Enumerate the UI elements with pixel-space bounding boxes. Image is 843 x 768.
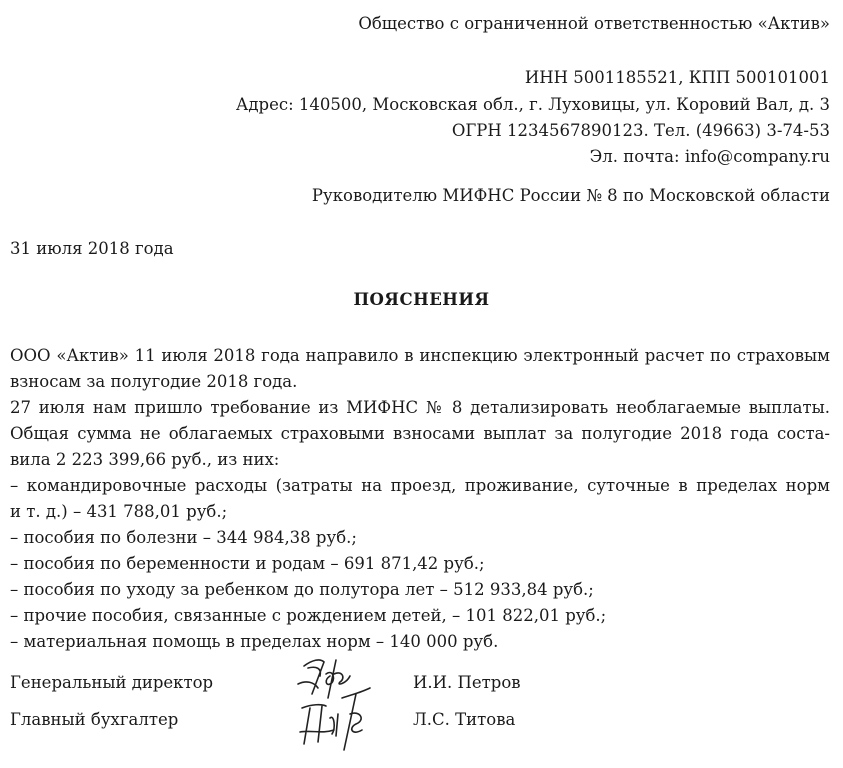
accountant-position: Главный бухгалтер (10, 710, 179, 729)
body-line: вила 2 223 399,66 руб., из них: (10, 450, 280, 469)
accountant-name: Л.С. Титова (413, 710, 516, 729)
body-line: Общая сумма не облагаемых страховыми взносами выплат за полугодие 2018 года соста- (10, 424, 830, 443)
body-line: 27 июля нам пришло требование из МИФНС № 8 детализировать необлагаемые выплаты. (10, 398, 830, 417)
body-line: – командировочные расходы (затраты на проезд, проживание, суточные в пределах норм (10, 476, 830, 495)
accountant-signature-icon (292, 684, 382, 756)
body-line: – материальная помощь в пределах норм – 140 000 руб. (10, 632, 499, 651)
body-line: – пособия по болезни – 344 984,38 руб.; (10, 528, 357, 547)
body-line: взносам за полугодие 2018 года. (10, 372, 298, 391)
body-line: – пособия по беременности и родам – 691 871,42 руб.; (10, 554, 485, 573)
company-email: Эл. почта: info@company.ru (589, 147, 830, 166)
body-line: и т. д.) – 431 788,01 руб.; (10, 502, 228, 521)
director-name: И.И. Петров (413, 673, 521, 692)
company-name: Общество с ограниченной ответственностью «Актив» (358, 14, 830, 33)
recipient: Руководителю МИФНС России № 8 по Московской области (311, 186, 830, 205)
document-title: ПОЯСНЕНИЯ (353, 290, 490, 309)
document-date: 31 июля 2018 года (10, 239, 174, 258)
body-line: – прочие пособия, связанные с рождением детей, – 101 822,01 руб.; (10, 606, 607, 625)
body-line: – пособия по уходу за ребенком до полутора лет – 512 933,84 руб.; (10, 580, 594, 599)
director-position: Генеральный директор (10, 673, 214, 692)
company-address: Адрес: 140500, Московская обл., г. Луховицы, ул. Коровий Вал, д. 3 (235, 95, 830, 114)
body-line: ООО «Актив» 11 июля 2018 года направило в инспекцию электронный расчет по страховым (10, 346, 830, 365)
inn-kpp: ИНН 5001185521, КПП 500101001 (524, 68, 830, 87)
ogrn-phone: ОГРН 1234567890123. Тел. (49663) 3-74-53 (451, 121, 830, 140)
